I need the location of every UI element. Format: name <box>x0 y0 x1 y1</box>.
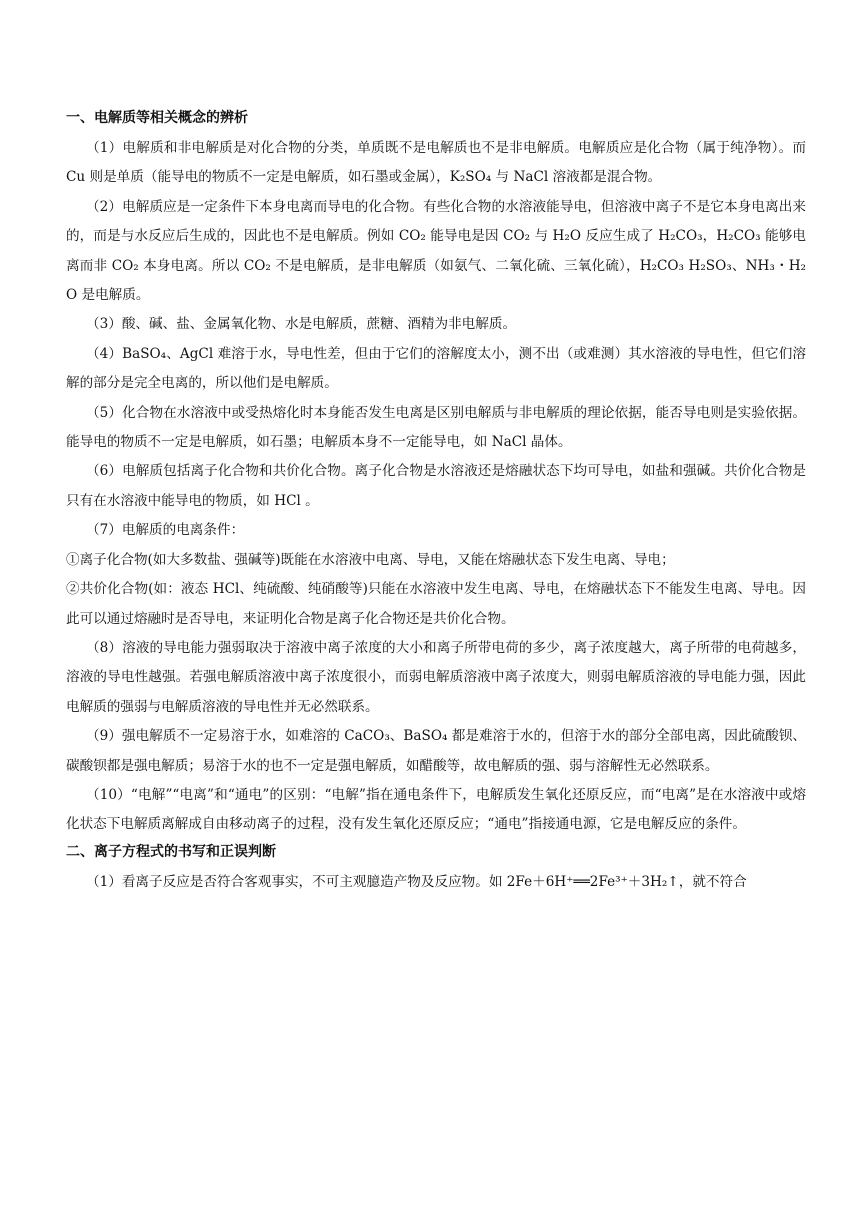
section-heading-1: 一、电解质等相关概念的辨析 <box>66 110 248 126</box>
paragraph-4: （4）BaSO₄、AgCl 难溶于水，导电性差，但由于它们的溶解度太小，测不出（或难测）其水溶液的导电性，但它们溶解的部分是完全电离的，所以他们是电解质。 <box>66 345 806 392</box>
paragraph-1: （1）电解质和非电解质是对化合物的分类，单质既不是电解质也不是非电解质。电解质应是化合物（属于纯净物）。而 Cu 则是单质（能导电的物质不一定是电解质，如石墨或金属），K₂SO₄ 与 NaCl 溶液都是混合物。 <box>66 140 806 186</box>
paragraph-7-item-1: ①离子化合物(如大多数盐、强碱等)既能在水溶液中电离、导电，又能在熔融状态下发生电离、导电； <box>66 551 675 568</box>
paragraph-11: （1）看离子反应是否符合客观事实，不可主观臆造产物及反应物。如 2Fe＋6H⁺══2Fe³⁺＋3H₂↑，就不符合 <box>86 873 747 890</box>
paragraph-10: （10）“电解”“电离”和“通电”的区别：“电解”指在通电条件下，电解质发生氧化还原反应，而“电离”是在水溶液中或熔化状态下电解质离解成自由移动离子的过程，没有发生氧化还原反应；“通电”指接通电源，它是电解反应的条件。 <box>66 786 806 833</box>
paragraph-7: （7）电解质的电离条件： <box>86 522 245 539</box>
paragraph-6: （6）电解质包括离子化合物和共价化合物。离子化合物是水溶液还是熔融状态下均可导电，如盐和强碱。共价化合物是只有在水溶液中能导电的物质，如 HCl 。 <box>66 463 806 509</box>
paragraph-3: （3）酸、碱、盐、金属氧化物、水是电解质，蔗糖、酒精为非电解质。 <box>86 316 517 333</box>
paragraph-9: （9）强电解质不一定易溶于水，如难溶的 CaCO₃、BaSO₄ 都是难溶于水的，但溶于水的部分全部电离，因此硫酸钡、碳酸钡都是强电解质；易溶于水的也不一定是强电解质，如醋酸等，故电解质的强、弱与溶解性无必然联系。 <box>66 728 806 774</box>
document-page <box>66 108 806 897</box>
paragraph-7-item-2: ②共价化合物(如：液态 HCl、纯硫酸、纯硝酸等)只能在水溶液中发生电离、导电，在熔融状态下不能发生电离、导电。因此可以通过熔融时是否导电，来证明化合物是离子化合物还是共价化合物。 <box>66 581 806 627</box>
paragraph-8: （8）溶液的导电能力强弱取决于溶液中离子浓度的大小和离子所带电荷的多少，离子浓度越大，离子所带的电荷越多，溶液的导电性越强。若强电解质溶液中离子浓度很小，而弱电解质溶液中离子浓度大，则弱电解质溶液的导电能力强，因此电解质的强弱与电解质溶液的导电性并无必然联系。 <box>66 639 806 715</box>
section-heading-2: 二、离子方程式的书写和正误判断 <box>66 843 276 860</box>
paragraph-2: （2）电解质应是一定条件下本身电离而导电的化合物。有些化合物的水溶液能导电，但溶液中离子不是它本身电离出来的，而是与水反应后生成的，因此也不是电解质。例如 CO₂ 能导电是因 CO₂ 与 H₂O 反应生成了 H₂CO₃，H₂CO₃ 能够电离而非 CO₂ 本身电离。所以 CO₂ 不是电解质，是非电解质（如氨气、二氧化硫、三氧化硫），H₂CO₃ H₂SO₃、NH₃・H₂O 是电解质。 <box>66 198 806 304</box>
paragraph-5: （5）化合物在水溶液中或受热熔化时本身能否发生电离是区别电解质与非电解质的理论依据，能否导电则是实验依据。能导电的物质不一定是电解质，如石墨；电解质本身不一定能导电，如 NaCl 晶体。 <box>66 404 806 451</box>
